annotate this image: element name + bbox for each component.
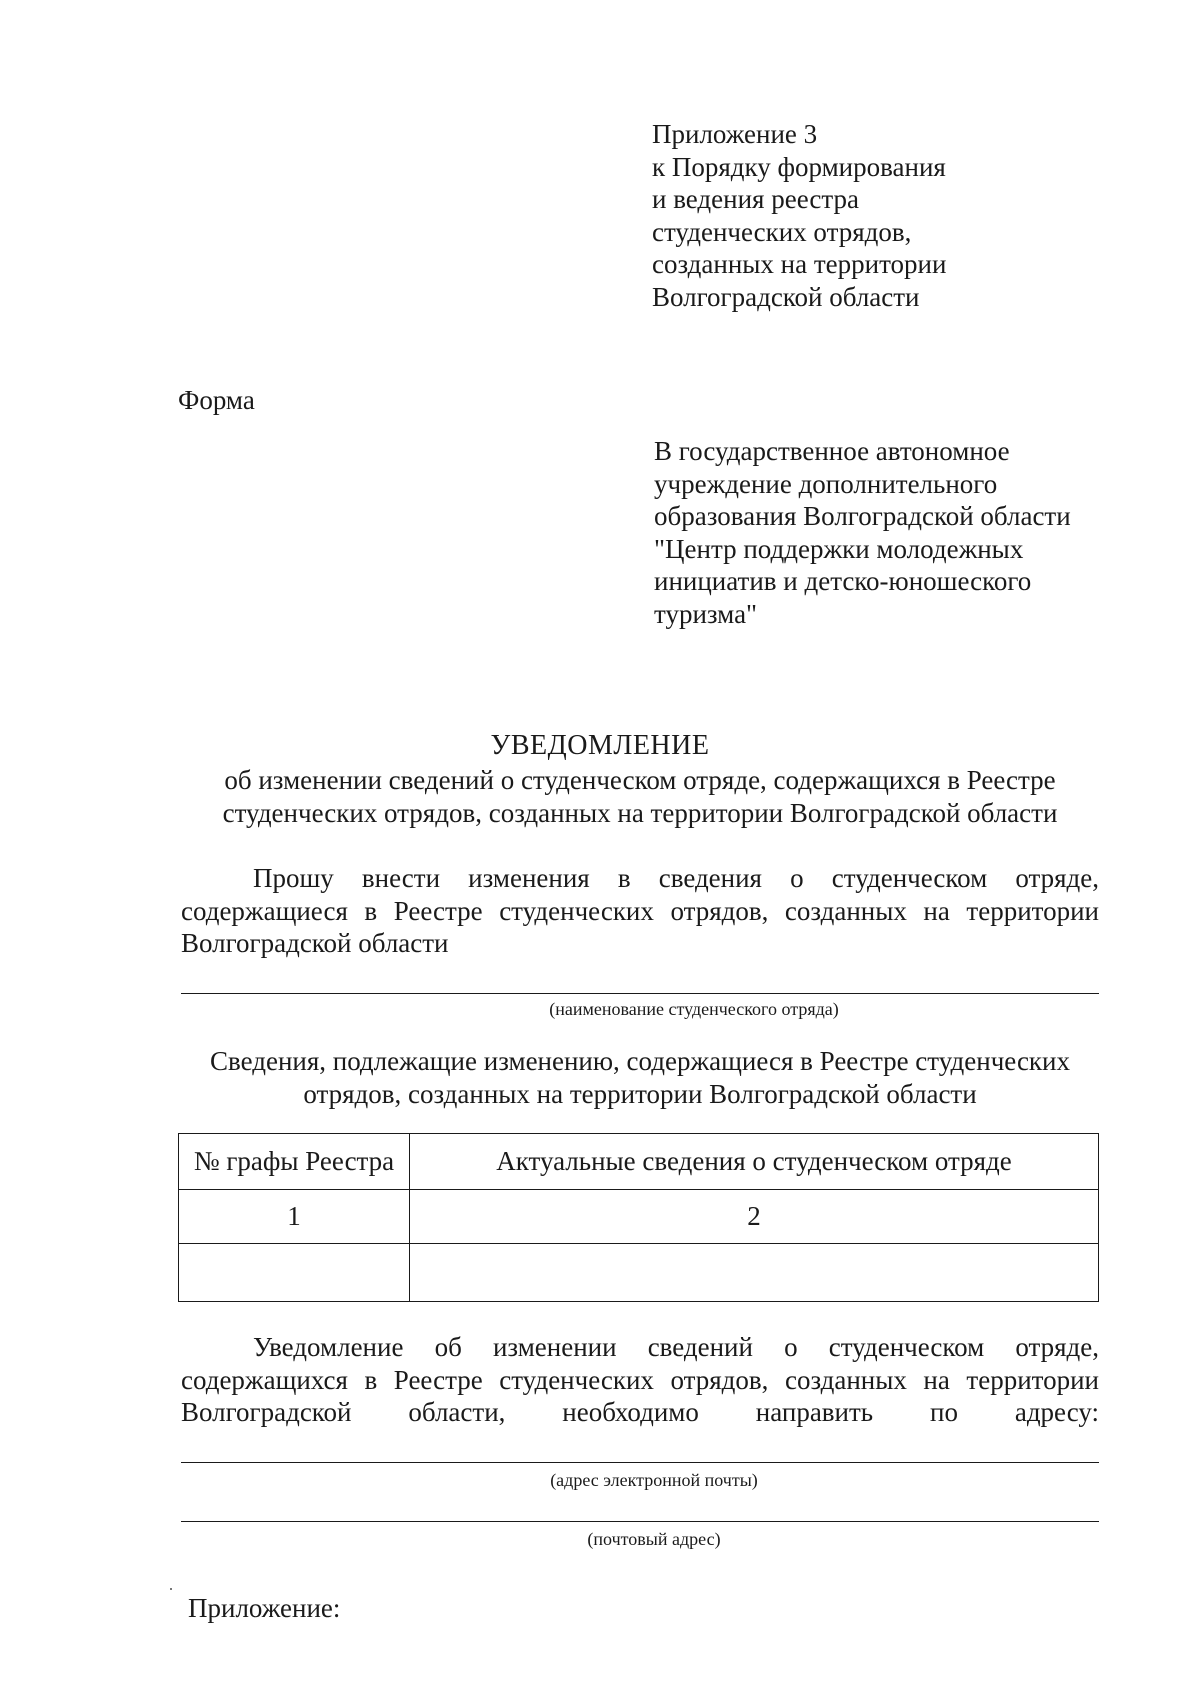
request-line: Прошу внести изменения в сведения о студенческом отряде, (253, 863, 1099, 893)
addressee-line: "Центр поддержки молодежных (654, 533, 1024, 564)
appendix-block (652, 118, 1112, 313)
attachment-label: Приложение: (188, 1593, 341, 1623)
appendix-line: созданных на территории (652, 249, 947, 279)
document-subtitle (185, 764, 1095, 830)
request-paragraph (181, 862, 1099, 960)
appendix-line: Приложение 3 (652, 119, 818, 149)
column-header-register-column: № графы Реестра (179, 1134, 410, 1190)
table-header-row (179, 1134, 1099, 1190)
notice-line: Волгоградской области, необходимо направить по адресу: (181, 1397, 1099, 1427)
form-label: Форма (178, 385, 255, 415)
section-heading-line: отрядов, созданных на территории Волгоградской области (303, 1079, 977, 1109)
subtitle-line: об изменении сведений о студенческом отряде, содержащихся в Реестре (224, 765, 1056, 795)
appendix-line: Волгоградской области (652, 281, 920, 312)
email-line[interactable] (181, 1462, 1099, 1463)
appendix-line: студенческих отрядов, (652, 216, 912, 247)
table-numbering-row (179, 1190, 1099, 1244)
addressee-line: В государственное автономное (654, 436, 1010, 466)
addressee-line: учреждение дополнительного (654, 468, 998, 499)
unit-name-line[interactable] (181, 993, 1099, 994)
request-line: содержащиеся в Реестре студенческих отрядов, созданных на территории (181, 895, 1099, 926)
notice-paragraph (181, 1331, 1099, 1429)
document-title: УВЕДОМЛЕНИЕ (490, 730, 710, 761)
table-cell[interactable] (410, 1244, 1099, 1302)
column-header-actual-info: Актуальные сведения о студенческом отряде (410, 1134, 1099, 1190)
addressee-line: инициатив и детско-юношеского (654, 566, 1032, 596)
changes-table (178, 1133, 1099, 1302)
appendix-line: к Порядку формирования (652, 151, 946, 182)
notice-line: содержащихся в Реестре студенческих отрядов, созданных на территории (181, 1364, 1099, 1395)
request-line: Волгоградской области (181, 928, 449, 958)
addressee-line: туризма" (654, 598, 758, 629)
section-heading (181, 1045, 1099, 1111)
table-row (179, 1244, 1099, 1302)
postal-address-line[interactable] (181, 1521, 1099, 1522)
addressee-block (654, 435, 1124, 630)
appendix-line: и ведения реестра (652, 184, 859, 214)
column-number: 2 (410, 1190, 1099, 1244)
section-heading-line: Сведения, подлежащие изменению, содержащиеся в Реестре студенческих (210, 1046, 1070, 1076)
notice-line: Уведомление об изменении сведений о студенческом отряде, (253, 1332, 1099, 1362)
email-caption: (адрес электронной почты) (550, 1470, 758, 1490)
table-cell[interactable] (179, 1244, 410, 1302)
scan-speck (170, 1588, 172, 1590)
addressee-line: образования Волгоградской области (654, 501, 1071, 531)
column-number: 1 (179, 1190, 410, 1244)
unit-name-caption: (наименование студенческого отряда) (549, 999, 839, 1019)
postal-address-caption: (почтовый адрес) (587, 1529, 721, 1549)
subtitle-line: студенческих отрядов, созданных на территории Волгоградской области (222, 798, 1058, 828)
